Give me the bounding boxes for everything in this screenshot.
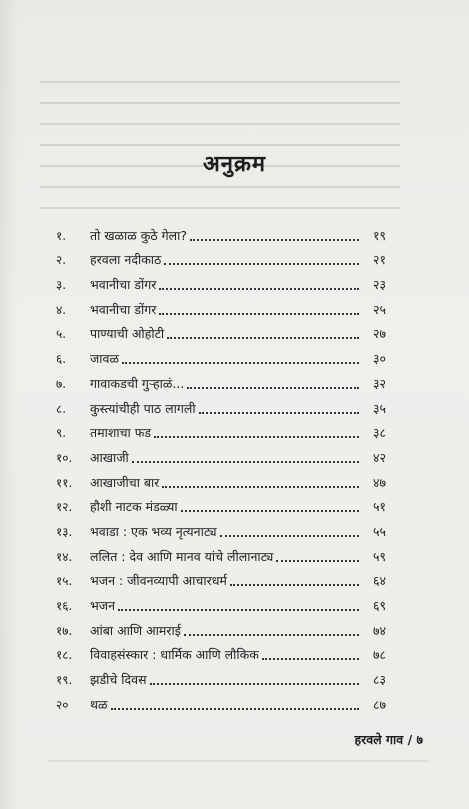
dot-leader [220,535,359,537]
toc-entry-title: ललित : देव आणि मानव यांचे लीलानाट्य [90,548,274,564]
dot-leader [132,461,359,463]
toc-entry-number: २० [56,697,69,712]
toc-entry [56,293,386,318]
show-through-line [48,760,428,762]
toc-entry-number: २. [56,253,67,268]
toc-entry-number: १. [56,228,67,243]
toc-entry-title: तमाशाचा फड [90,425,152,441]
toc-entry [56,219,386,244]
dot-leader [159,313,359,315]
page-heading [0,148,469,178]
toc-entry-title: थळ [90,696,108,712]
toc-entry-page: ७४ [372,622,386,638]
dot-leader [190,239,359,241]
toc-entry-number: ४. [56,302,67,317]
toc-entry-page: ३५ [372,400,386,416]
toc-entry [56,441,386,466]
toc-entry [56,565,386,590]
toc-entry-title: जावळ [90,351,119,367]
toc-entry-page: ६४ [372,573,386,589]
toc-entry-title: भवानीचा डोंगर [90,277,157,293]
toc-entry [56,367,386,392]
toc-entry-page: २५ [372,301,386,317]
toc-entry-title: आखाजीचा बार [90,474,160,490]
toc-entry-number: १४. [56,549,73,564]
dot-leader [276,560,359,562]
toc-entry-page: ६९ [372,598,386,613]
running-footer: हरवले गाव / ७ [354,732,423,747]
dot-leader [164,263,359,265]
toc-entry-page: १९ [372,227,386,243]
toc-entry-number: ६. [56,352,67,367]
toc-entry-number: ८. [56,401,67,416]
dot-leader [118,609,359,611]
toc-entry-title: आखाजी [90,449,129,465]
toc-entry-number: १६. [56,599,73,613]
toc-entry-number: १८. [56,648,73,663]
toc-entry [56,342,386,367]
dot-leader [167,337,359,339]
heading-text: अनुक्रम [202,152,267,177]
toc-entry-number: ३. [56,278,67,293]
toc-entry [56,515,386,540]
toc-entry-title: आंबा आणि आमराई [90,622,181,638]
toc-entry-number: १०. [56,450,73,465]
toc-entry-title: झडीचे दिवस [90,672,147,688]
toc-entry [56,466,386,491]
toc-entry-title: गावाकडची गुऱ्हाळं... [90,375,185,391]
toc-entry-number: १९. [56,673,73,688]
toc-entry-number: १२. [56,500,73,515]
toc-entry [56,491,386,516]
toc-entry [56,417,386,442]
dot-leader [111,708,360,710]
toc-entry-number: १७. [56,623,73,638]
dot-leader [184,634,359,636]
toc-entry [56,268,386,293]
toc-entry-page: ७८ [372,647,386,663]
table-of-contents [56,219,386,713]
toc-entry-page: ३२ [372,375,386,391]
toc-entry [56,540,386,565]
toc-entry-page: २३ [372,277,386,293]
toc-entry-title: भजन [90,598,116,613]
toc-entry-title: भवानीचा डोंगर [90,301,157,317]
dot-leader [199,412,359,414]
toc-entry-title: भजन : जीवनव्यापी आचारधर्म [90,573,227,589]
dot-leader [187,387,359,389]
toc-entry-page: २७ [372,326,386,342]
toc-entry-title: भवाडा : एक भव्य नृत्यनाट्य [90,523,217,539]
toc-entry-page: ५१ [372,499,386,515]
dot-leader [230,584,359,586]
toc-entry-title: हौशी नाटक मंडळ्या [90,499,178,515]
toc-entry-number: ५. [56,327,67,342]
toc-entry-title: पाण्याची ओहोटी [90,326,165,342]
toc-entry [56,589,386,614]
toc-entry-number: १५. [56,574,73,589]
toc-entry-title: कुस्त्यांचीही पाठ लागली [90,400,196,416]
dot-leader [159,288,359,290]
toc-entry-title: तो खळाळ कुठे गेला? [90,227,187,243]
toc-entry-number: ९. [56,426,67,441]
toc-entry-number: ११. [56,475,73,490]
dot-leader [162,486,359,488]
toc-entry-page: ३० [372,351,386,367]
toc-entry-page: ८३ [372,672,386,688]
dot-leader [181,510,359,512]
show-through-text [40,62,400,232]
toc-entry-number: ७. [56,376,67,391]
toc-entry-page: ८७ [372,696,386,712]
toc-entry-page: ५५ [372,523,386,539]
toc-entry-page: ३८ [372,425,386,441]
toc-entry [56,244,386,269]
toc-entry-number: १३. [56,524,73,539]
dot-leader [262,658,359,660]
toc-entry [56,614,386,639]
toc-entry-page: ५९ [372,548,386,564]
toc-entry [56,688,386,713]
toc-entry-page: ४२ [372,449,386,465]
dot-leader [150,683,359,685]
toc-entry [56,639,386,664]
toc-entry-page: ४७ [372,474,386,490]
toc-entry-page: २१ [372,252,386,268]
toc-entry [56,392,386,417]
dot-leader [122,362,359,364]
dot-leader [154,436,359,438]
toc-entry [56,318,386,343]
toc-entry [56,663,386,688]
toc-entry-title: विवाहसंस्कार : धार्मिक आणि लौकिक [90,647,259,663]
toc-entry-title: हरवला नदीकाठ [90,252,162,268]
